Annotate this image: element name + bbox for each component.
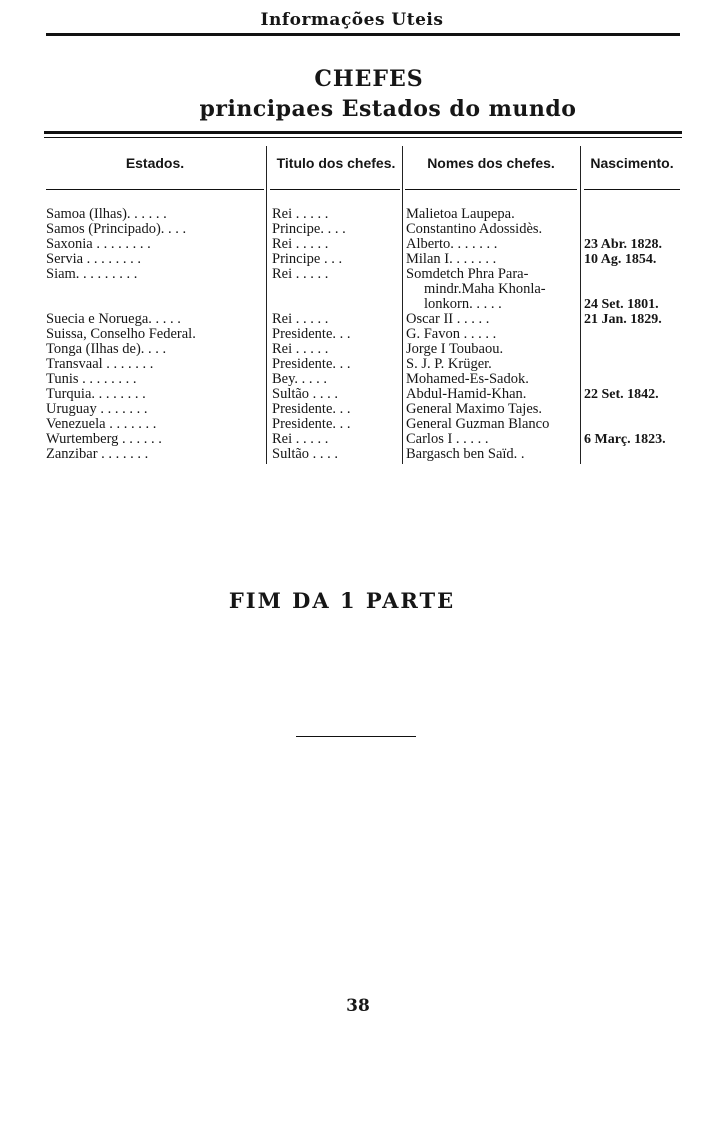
cell-titulo: Bey. . . . . (272, 371, 328, 387)
column-header-estados: Estados. (125, 155, 185, 171)
cell-nascimento: 23 Abr. 1828. (584, 237, 663, 252)
cell-estado: Uruguay . . . . . . . (46, 401, 148, 417)
cell-titulo: Rei . . . . . (272, 236, 329, 252)
cell-estado: Tunis . . . . . . . . (46, 371, 137, 387)
page-subtitle: principaes Estados do mundo (199, 96, 577, 122)
cell-nome: Malietoa Laupepa. (406, 206, 515, 222)
cell-titulo: Rei . . . . . (272, 341, 329, 357)
cell-nome: Mohamed-Es-Sadok. (406, 371, 529, 387)
cell-estado: Servia . . . . . . . . (46, 251, 142, 267)
cell-estado: Saxonia . . . . . . . . (46, 236, 151, 252)
cell-titulo: Presidente. . . (272, 356, 351, 372)
cell-nome: Somdetch Phra Para- (406, 266, 529, 282)
table-top-rule-thin (44, 137, 682, 138)
cell-nome: Milan I. . . . . . . (406, 251, 497, 267)
cell-nome: mindr.Maha Khonla- (424, 281, 546, 297)
cell-nome: S. J. P. Krüger. (406, 356, 492, 372)
column-divider-2 (402, 146, 403, 464)
cell-estado: Samoa (Ilhas). . . . . . (46, 206, 167, 222)
cell-nome: Alberto. . . . . . . (406, 236, 498, 252)
cell-nome: Oscar II . . . . . (406, 311, 490, 327)
cell-nome: General Maximo Tajes. (406, 401, 543, 417)
header-underline-nascimento (584, 189, 680, 190)
cell-nome: Carlos I . . . . . (406, 431, 489, 447)
cell-titulo: Rei . . . . . (272, 431, 329, 447)
column-header-nomes: Nomes dos chefes. (427, 155, 555, 171)
column-divider-3 (580, 146, 581, 464)
cell-titulo: Presidente. . . (272, 326, 351, 342)
cell-estado: Tonga (Ilhas de). . . . (46, 341, 167, 357)
cell-estado: Turquia. . . . . . . . (46, 386, 146, 402)
column-header-nascimento: Nascimento. (590, 155, 674, 171)
page-number: 38 (346, 996, 370, 1016)
cell-titulo: Principe. . . . (272, 221, 346, 237)
end-of-part-heading: FIM DA 1 PARTE (228, 588, 456, 613)
column-header-titulo: Titulo dos chefes. (276, 155, 396, 171)
cell-nome: Bargasch ben Saïd. . (406, 446, 525, 462)
cell-estado: Transvaal . . . . . . . (46, 356, 154, 372)
header-underline-estados (46, 189, 264, 190)
table-top-rule (44, 131, 682, 134)
header-underline-nomes (405, 189, 577, 190)
cell-nascimento: 22 Set. 1842. (584, 387, 659, 402)
cell-titulo: Rei . . . . . (272, 311, 329, 327)
cell-nome: Constantino Adossidès. (406, 221, 543, 237)
header-rule (46, 33, 680, 36)
cell-titulo: Presidente. . . (272, 401, 351, 417)
cell-nascimento: 24 Set. 1801. (584, 297, 659, 312)
page-title: CHEFES (314, 66, 424, 92)
running-header-title: Informações Uteis (260, 10, 444, 30)
cell-estado: Suecia e Noruega. . . . . (46, 311, 181, 327)
cell-titulo: Rei . . . . . (272, 266, 329, 282)
cell-estado: Siam. . . . . . . . . (46, 266, 138, 282)
cell-nome: G. Favon . . . . . (406, 326, 497, 342)
column-divider-1 (266, 146, 267, 464)
cell-titulo: Rei . . . . . (272, 206, 329, 222)
cell-nascimento: 10 Ag. 1854. (584, 252, 657, 267)
cell-estado: Samos (Principado). . . . (46, 221, 187, 237)
cell-nome: lonkorn. . . . . (424, 296, 502, 312)
cell-estado: Venezuela . . . . . . . (46, 416, 157, 432)
cell-titulo: Sultão . . . . (272, 386, 339, 402)
cell-nome: General Guzman Blanco (406, 416, 550, 432)
cell-nome: Abdul-Hamid-Khan. (406, 386, 527, 402)
cell-titulo: Principe . . . (272, 251, 343, 267)
cell-nome: Jorge I Toubaou. (406, 341, 504, 357)
cell-estado: Zanzibar . . . . . . . (46, 446, 149, 462)
cell-titulo: Presidente. . . (272, 416, 351, 432)
header-underline-titulo (270, 189, 400, 190)
cell-nascimento: 6 Març. 1823. (584, 432, 666, 447)
cell-titulo: Sultão . . . . (272, 446, 339, 462)
cell-estado: Suissa, Conselho Federal. (46, 326, 196, 342)
cell-nascimento: 21 Jan. 1829. (584, 312, 662, 327)
closing-rule (296, 736, 416, 737)
cell-estado: Wurtemberg . . . . . . (46, 431, 162, 447)
